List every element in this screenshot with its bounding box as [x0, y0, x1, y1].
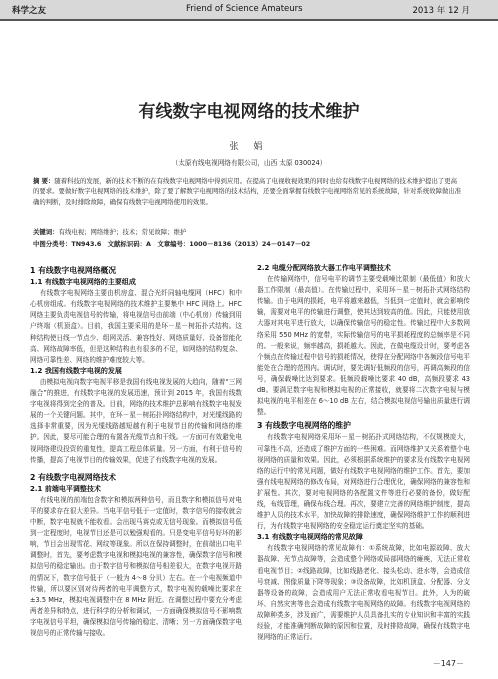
page-number: －147－ [432, 659, 464, 668]
section-1-2-heading: 1.2 我国有线数字电视的发展 [30, 366, 122, 375]
journal-english-name: Friend of Science Amateurs [186, 4, 303, 14]
section-2-2-body: 在传输网络中，信号电平的调节主要受载噪比限制（最低值）和放大器工作限制（最高值）。在传输过程中，采用环－星－树拓扑式网络结构传输。由于电网的损耗，电平将越来越低，当低到一定值时，就会影响传输，需要对电平的传输进行调整，使其达到较高的值。因此，只能使用放大器对其电平进行放大，以确保传输信号的稳定性。传输过程中大多数网络采用 550 MHz 的宽带，实际传输信号的电平损耗程度的总频率是不同的。一般来说，频率越高，损耗越大。因此，在做电缆设计时，要考虑各个频点在传输过程中信号的损耗情况，使得在分配网络中各频段信号电平能处在合理的范围内。调试时，要先调好低频段的信号，再调高频段的信号，确保载噪比达到要求。低频段载噪比要求 40 dB，高频段要求 43 dB。要满足数字电视和模拟电视的正常接收，就要将二次数字电视与模拟电视的电平相差在 6～10 dB 左右，结合模拟电视信号输出质量进行调整。 [257, 275, 470, 417]
keywords-label: 关键词： [33, 228, 59, 236]
section-2-2-heading: 2.2 电缆分配网络放大器工作电平调整技术 [257, 264, 391, 272]
abstract-label: 摘 要： [33, 177, 55, 185]
section-2-1-heading: 2.1 前端电平调整技术 [30, 484, 101, 493]
section-2-heading: 2 有线数字电视网络技术 [30, 472, 117, 482]
section-3-1-body: 有线数字电视网络的常见故障有：①系统故障，比如电源故障、放大器故障、光节点故障等，会造成整个网络或局部网络的瘫痪，无法正常收看电视节目；②线路故障，比如线路老化、接头松动、进水等，会造成信号衰减、图像质量下降等现象；③设备故障，比如机顶盒、分配器、分支器等设备的故障，会造成用户无法正常收看电视节目。此外，人为的破坏、自然灾害等也会造成有线数字电视网络的故障。有线数字电视网络的故障种类多，涉及面广，需要维护人员具备扎实的专业知识和丰富的实践经验，才能准确判断故障的原因和位置，及时排除故障，确保有线数字电视网络的正常运行。 [257, 544, 470, 642]
journal-name: 科学之友 [12, 6, 47, 16]
section-1-1-heading: 1.1 有线数字电视网络的主要组成 [30, 278, 136, 287]
author-affiliation: （太原有线电视网络有限公司，山西 太原 030024） [171, 159, 327, 167]
running-header [0, 0, 498, 21]
article-title: 有线数字电视网络的技术维护 [138, 102, 360, 122]
classification-text: 中图分类号：TN943.6 文献标识码：A 文章编号：1000－8136（2013）24－0147－02 [33, 240, 311, 248]
right-column [257, 263, 470, 643]
keywords-text: 有线电视；网络维护；技术；常见故障；维护 [58, 228, 187, 236]
section-3-heading: 3 有线数字电视网络的维护 [257, 421, 351, 431]
section-3-body: 有线数字电视网络采用环－星－树拓扑式网络结构，不仅规模庞大，可靠性不高，还造成了维护方面的一些困难。而网络维护又关系着整个电视网络的质量和效果。因此，必须根据系统维护的要求及有线数字电视网络的运行中的常见问题，做好有线数字电视网络的维护工作。首先，要加强有线电视网络的修改布局，对网络进行合理优化，确保网络的兼容性和扩展性。其次，要对电视网络的各配置文件等进行必要的备份，做好配线，布线管理，确保布线合理。再次，要建立完善的网络维护制度，提高维护人员的技术水平，加快故障的排除速度，确保网络维护工作的顺利进行，为有线数字电视网络的安全稳定运行奠定坚实的基础。 [257, 433, 470, 531]
abstract [33, 176, 462, 207]
issue-date: 2013 年 12 月 [412, 6, 470, 16]
section-1-heading: 1 有线数字电视网络概况 [30, 266, 117, 275]
left-column [30, 263, 242, 639]
abstract-text: 随着科技的发展，新的技术不断的在有线数字电视网络中得到应用。在提高了电视收视效果的同时也给有线数字电视网络的技术维护提出了更高的要求。要做好数字电视网络的技术维护，除了要了解数字电视网络的技术结构，还要全面掌握有线数字电视网络常见的系统故障，针对系统故障做出准确的判断，及时排除故障，确保有线数字电视网络使用的效果。 [33, 177, 462, 206]
classification-line [33, 239, 462, 249]
author-name: 张 娟 [229, 142, 269, 152]
section-1-2-body: 由模拟电视向数字电视平移是我国有线电视发展的大趋向，随着“三网融合”的推进，有线数字电视的发展迅速，预计到 2015 年，我国有线数字电视将得到完全的普及。目前，网络的技术维护总影响有线数字电视发展的一个关键问题。其中，在环－星－树拓扑网络结构中，对光缆线路的选择非常重要，因为光缆线路越短越有利于电视节目的传输和网络的维护。因此，要尽可能合理的布置各光缆节点和干线。一方面可有效避免电视网络建设投资的重复性，提高工程总体质量。另一方面，有利于信号的传播，提高了电视节目的传输效果，促进了有线数字电视的发展。 [30, 377, 242, 464]
section-2-1-body: 有线电视的前端包含数字和模拟两种信号，而且数字和模拟信号对电平的要求存在很大差异。当电平信号低于一定值时，数字信号的接收就会中断，数字电视就不能收看。会出现马赛克或无信号现象。而模拟信号低到一定程度时，电视节目还是可以勉强观看的。只是变电平信号好坏的影响，节目会出现雪花、网纹等现象。所以在保持调整时，在前端出口电平调整时，首先，要考虑数字电视和模拟电视的兼容性，确保数字信号和模拟信号的稳定输出。由于数字信号和模拟信号相差很大，在数字电视开路的情况下，数字信号低于（一般为 4～8 分贝）左右。在一个电视频道中传输，所以要区别对待两者的电平调整方式，数字电视的载噪比要求在 ±3.5 MHz，模拟电视调整中在 8 MHz 附近。在调整过程中要充分考虑两者差异和特点，进行科学的分析和调试，一方面确保模拟信号不影响数字电视信号平坦，确保模拟信号传输的稳定、清晰；另一方面确保数字电视信号的正常传输与接收。 [30, 495, 242, 637]
section-3-1-heading: 3.1 有线数字电视网络的常见故障 [257, 533, 363, 542]
keywords [33, 227, 462, 237]
section-1-1-body: 有线数字电视网络主要由机房盒、混合光纤同轴电缆网（HFC）和中心机房组成。有线数字电视网络的技术维护主要集中 HFC 网络上。HFC 网络主要负责电视信号的传输，将电视信号由前端（中心机房）传输到用户终端（机顶盒）。目前，我国主要采用的是环－星－树拓扑式结构。这种结构使日线一节点少、组网灵活、兼容性好、网络质量好、设备智能化高、网络故障率低，但是这种结构也有很多的不足，如网络的结构复杂、网络可靠性差、网络的维护难度较大等。 [30, 289, 242, 364]
